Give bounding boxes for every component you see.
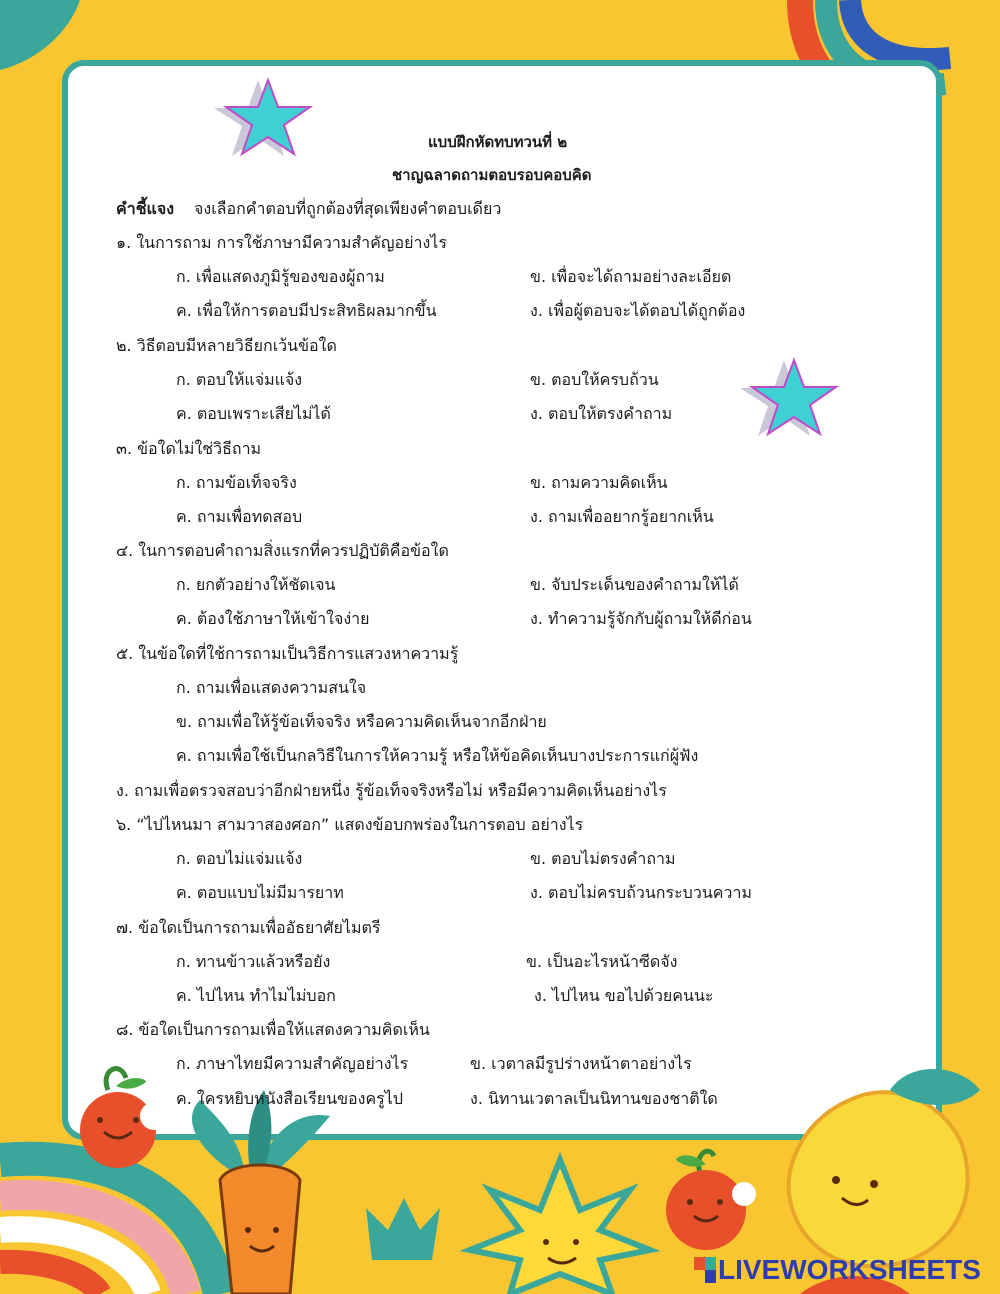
q8-option-b[interactable]: ข. เวตาลมีรูปร่างหน้าตาอย่างไร: [470, 1054, 692, 1073]
q2-option-c[interactable]: ค. ตอบเพราะเสียไม่ได้: [176, 404, 331, 423]
q1-option-b[interactable]: ข. เพื่อจะได้ถามอย่างละเอียด: [530, 267, 732, 286]
question-8: ๘. ข้อใดเป็นการถามเพื่อให้แสดงความคิดเห็น: [116, 1020, 430, 1039]
q6-option-c[interactable]: ค. ตอบแบบไม่มีมารยาท: [176, 883, 344, 902]
q4-option-b[interactable]: ข. จับประเด็นของคำถามให้ได้: [530, 575, 739, 594]
worksheet-title: แบบฝึกหัดทบทวนที่ ๒: [428, 133, 568, 151]
carrot-icon: [192, 1090, 330, 1294]
apple-icon: [80, 1069, 168, 1168]
q6-option-b[interactable]: ข. ตอบไม่ตรงคำถาม: [530, 849, 676, 868]
q4-option-a[interactable]: ก. ยกตัวอย่างให้ชัดเจน: [176, 575, 336, 594]
q2-option-d[interactable]: ง. ตอบให้ตรงคำถาม: [530, 404, 673, 423]
q8-option-d[interactable]: ง. นิทานเวตาลเป็นนิทานของชาติใด: [470, 1089, 718, 1108]
star-icon: [738, 354, 842, 438]
logo-mark-icon: [694, 1257, 716, 1283]
question-1: ๑. ในการถาม การใช้ภาษามีความสำคัญอย่างไร: [116, 233, 447, 252]
q7-option-d[interactable]: ง. ไปไหน ขอไปด้วยคนนะ: [534, 986, 714, 1005]
q2-option-b[interactable]: ข. ตอบให้ครบถ้วน: [530, 370, 659, 389]
apple-icon: [666, 1151, 756, 1250]
q3-option-c[interactable]: ค. ถามเพื่อทดสอบ: [176, 507, 303, 526]
q6-option-a[interactable]: ก. ตอบไม่แจ่มแจ้ง: [176, 849, 303, 868]
q5-option-a[interactable]: ก. ถามเพื่อแสดงความสนใจ: [176, 678, 367, 697]
q5-option-d[interactable]: ง. ถามเพื่อตรวจสอบว่าอีกฝ่ายหนึ่ง รู้ข้อเท็จจริงหรือไม่ หรือมีความคิดเห็นอย่างไร: [116, 781, 667, 800]
worksheet-paper: [62, 60, 942, 1140]
q5-option-b[interactable]: ข. ถามเพื่อให้รู้ข้อเท็จจริง หรือความคิดเห็นจากอีกฝ่าย: [176, 712, 547, 731]
lemon-icon: [789, 1069, 980, 1266]
q3-option-b[interactable]: ข. ถามความคิดเห็น: [530, 473, 668, 492]
q7-option-a[interactable]: ก. ทานข้าวแล้วหรือยัง: [176, 952, 331, 971]
brand-name: LIVEWORKSHEETS: [718, 1254, 981, 1285]
q4-option-c[interactable]: ค. ต้องใช้ภาษาให้เข้าใจง่าย: [176, 609, 370, 628]
q8-option-c[interactable]: ค. ใครหยิบหนังสือเรียนของครูไป: [176, 1089, 403, 1108]
q2-option-a[interactable]: ก. ตอบให้แจ่มแจ้ง: [176, 370, 303, 389]
crown-icon: [366, 1198, 440, 1260]
q5-option-c[interactable]: ค. ถามเพื่อใช้เป็นกลวิธีในการให้ความรู้ หรือให้ข้อคิดเห็นบางประการแก่ผู้ฟัง: [176, 746, 699, 765]
q7-option-c[interactable]: ค. ไปไหน ทำไมไม่บอก: [176, 986, 336, 1005]
q3-option-d[interactable]: ง. ถามเพื่ออยากรู้อยากเห็น: [530, 507, 714, 526]
instruction-text: จงเลือกคำตอบที่ถูกต้องที่สุดเพียงคำตอบเดียว: [194, 199, 502, 218]
q1-option-a[interactable]: ก. เพื่อแสดงภูมิรู้ของของผู้ถาม: [176, 267, 385, 286]
question-6: ๖. “ไปไหนมา สามวาสองศอก” แสดงข้อบกพร่องในการตอบ อย่างไร: [116, 815, 584, 834]
teal-blob-top-left: [0, 0, 80, 70]
q8-option-a[interactable]: ก. ภาษาไทยมีความสำคัญอย่างไร: [176, 1054, 409, 1073]
q1-option-c[interactable]: ค. เพื่อให้การตอบมีประสิทธิผลมากขึ้น: [176, 301, 437, 320]
q7-option-b[interactable]: ข. เป็นอะไรหน้าซีดจัง: [526, 952, 678, 971]
question-5: ๕. ในข้อใดที่ใช้การถามเป็นวิธีการแสวงหาความรู้: [116, 644, 459, 663]
sun-icon: [470, 1160, 650, 1294]
q1-option-d[interactable]: ง. เพื่อผู้ตอบจะได้ตอบได้ถูกต้อง: [530, 301, 746, 320]
question-4: ๔. ในการตอบคำถามสิ่งแรกที่ควรปฏิบัติคือข้อใด: [116, 541, 449, 560]
question-7: ๗. ข้อใดเป็นการถามเพื่ออัธยาศัยไมตรี: [116, 918, 381, 937]
worksheet-subtitle: ชาญฉลาดถามตอบรอบคอบคิด: [392, 166, 592, 184]
q3-option-a[interactable]: ก. ถามข้อเท็จจริง: [176, 473, 297, 492]
liveworksheets-logo[interactable]: [694, 1254, 981, 1286]
question-3: ๓. ข้อใดไม่ใช่วิธีถาม: [116, 439, 262, 458]
instruction-label: คำชี้แจง: [116, 199, 175, 218]
star-icon: [212, 74, 316, 158]
q6-option-d[interactable]: ง. ตอบไม่ครบถ้วนกระบวนความ: [530, 883, 752, 902]
q4-option-d[interactable]: ง. ทำความรู้จักกับผู้ถามให้ดีก่อน: [530, 609, 752, 628]
question-2: ๒. วิธีตอบมีหลายวิธียกเว้นข้อใด: [116, 336, 337, 355]
